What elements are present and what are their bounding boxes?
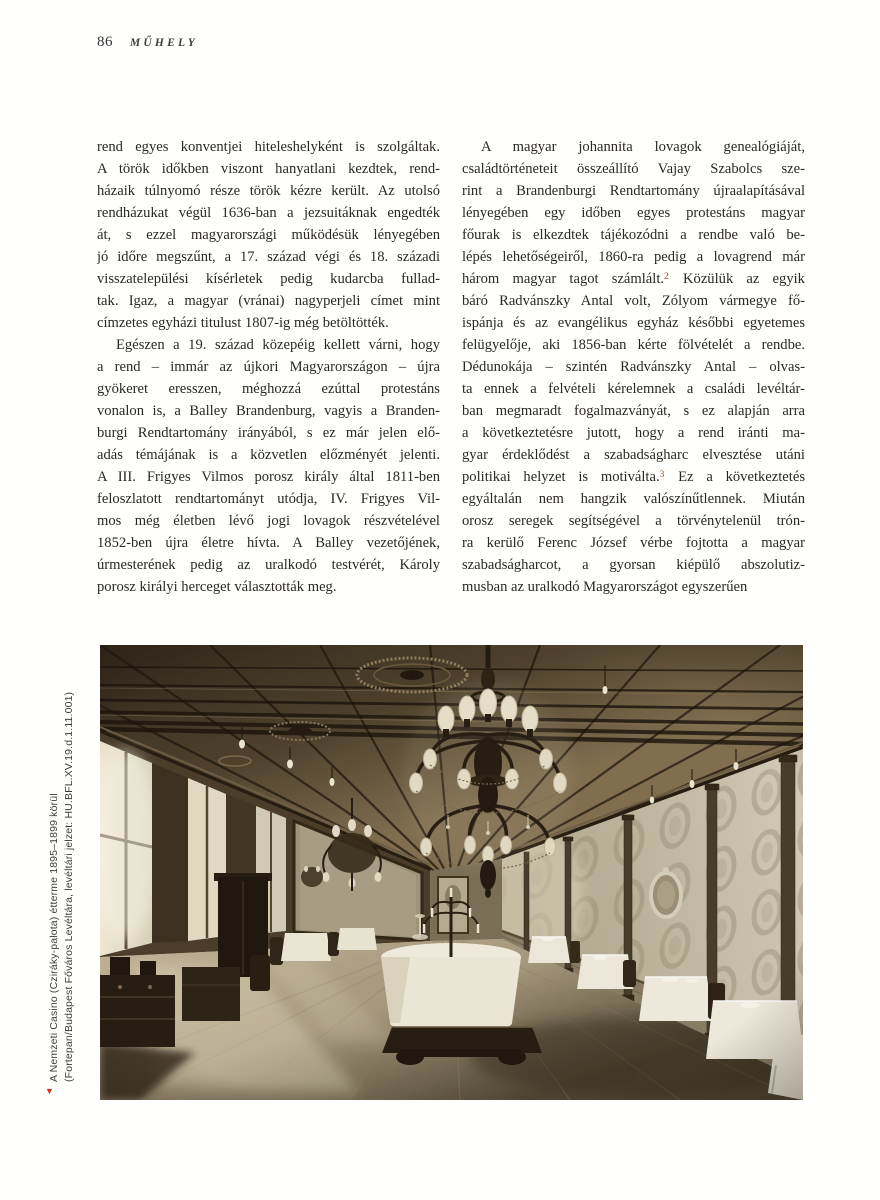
text-line: rint a Brandenburgi Rendtartomány újraalapításával [462, 183, 805, 199]
text-line: lépés lehetőségeiről, 1860-ra pedig a lovagrend már [462, 249, 805, 265]
text-line: feloszlatott rendtartományt utódja, IV. Frigyes Vil- [97, 491, 440, 507]
caption-marker-icon: ▼ [45, 1086, 54, 1096]
paragraph [97, 136, 440, 334]
section-title: MŰHELY [130, 37, 198, 49]
page-header [97, 34, 198, 51]
paragraph [97, 334, 440, 598]
text-line: A III. Frigyes Vilmos porosz király által 1811-ben [97, 469, 440, 485]
text-line: jó időre megszűnt, a 17. század végi és 18. századi [97, 249, 440, 265]
text-line: rendházukat végül 1636-ban a jezsuitáknak engedték [97, 205, 440, 221]
text-line: szabadságharcot, a gyorsan kiépülő abszolutiz- [462, 557, 805, 573]
text-line: a rend – immár az újkori Magyarországon – újra [97, 359, 440, 375]
text-line: úrmesterének pedig az uralkodó testvérét, Károly [97, 557, 440, 573]
text-line: ispánja és az evangélikus egyház későbbi egyetemes [462, 315, 805, 331]
figure-photo [100, 645, 803, 1100]
text-line: vonalon is, a Balley Brandenburg, vagyis a Branden- [97, 403, 440, 419]
text-line: gyökeret eresszen, méghozzá ezúttal protestáns [97, 381, 440, 397]
text-line: a következtetésre jutott, hogy a rend iránti ma- [462, 425, 805, 441]
text-line: át, s ezzel magyarországi működésük lényegében [97, 227, 440, 243]
text-line: egyáltalán nem hangzik valószínűtlennek. Miután [462, 491, 805, 507]
text-line: visszatelepülési kísérletek pedig kudarcba fullad- [97, 271, 440, 287]
text-line: Dédunokája – szintén Radvánszky Antal – olvas- [462, 359, 805, 375]
text-line: családtörténeteit összeállító Vajay Szabolcs sze- [462, 161, 805, 177]
text-line: lényegében egy időben egyes protestáns magyar [462, 205, 805, 221]
text-line: házaik túlnyomó része török kézre került. Az utolsó [97, 183, 440, 199]
footnote-marker: 3 [659, 469, 665, 480]
figure-caption-line-1: A Nemzeti Casino (Cziráky-palota) étterme 1895–1899 körül [48, 793, 60, 1082]
text-line: adás témájának is a közvetlen előzményét jelenti. [97, 447, 440, 463]
text-line: musban az uralkodó Magyarországot egyszerűen [462, 579, 748, 595]
text-line: főurak is elkezdtek tájékozódni a rendbe való be- [462, 227, 805, 243]
figure-caption-line-2: (Fortepan/Budapest Főváros Levéltára, levéltári jelzet: HU.BFL.XV.19.d.1.11.001) [62, 691, 75, 1082]
page-number: 86 [97, 34, 113, 50]
text-line: ta ennek a felvételi kérelemnek a családi levéltár- [462, 381, 805, 397]
text-line: címzetes egyházi titulust 1807-ig még betöltötték. [97, 315, 389, 331]
text-line: politikai helyzet is motiválta.$^3$ Ez a következtetés [462, 469, 805, 485]
text-line: porosz királyi herceget választották meg. [97, 579, 337, 595]
footnote-marker: 2 [664, 271, 669, 282]
article-body [97, 136, 805, 598]
text-line: burgi Rendtartomány irányából, s ez már jelen elő- [97, 425, 440, 441]
column-right [462, 136, 805, 598]
text-line: A magyar johannita lovagok genealógiáját, [481, 139, 805, 155]
text-line: tak. Igaz, a magyar (vránai) nagyperjeli címet mint [97, 293, 440, 309]
text-line: ban megmaradt fogalmazványát, s ez alapján arra [462, 403, 805, 419]
vignette-overlay [100, 645, 803, 1100]
text-line: három magyar tagot számlált.$^2$ Közülük az egyik [462, 271, 805, 287]
figure-caption [47, 644, 76, 1082]
dining-hall-photo [100, 645, 803, 1100]
text-line: báró Radvánszky Antal volt, Zólyom vármegye fő- [462, 293, 805, 309]
text-line: orosz seregek segítségével a törvénytelenül trón- [462, 513, 805, 529]
text-line: 1852-ben újra életre hívta. A Balley vezetőjének, [97, 535, 440, 551]
text-line: rend egyes konventjei hiteleshelyként is szolgáltak. [97, 139, 440, 155]
text-line: gyar érdeklődést a szabadságharc elvesztése utáni [462, 447, 805, 463]
text-line: A török időkben viszont hanyatlani kezdtek, rend- [97, 161, 440, 177]
column-left [97, 136, 440, 598]
text-line: felügyelője, aki 1856-ban kérte fölvételét a rendbe. [462, 337, 805, 353]
text-line: Egészen a 19. század közepéig kellett várni, hogy [116, 337, 440, 353]
text-line: mos még életben lévő jogi lovagok részvételével [97, 513, 440, 529]
paragraph [462, 136, 805, 598]
text-line: ra kerülő Ferenc József vérbe fojtotta a magyar [462, 535, 805, 551]
